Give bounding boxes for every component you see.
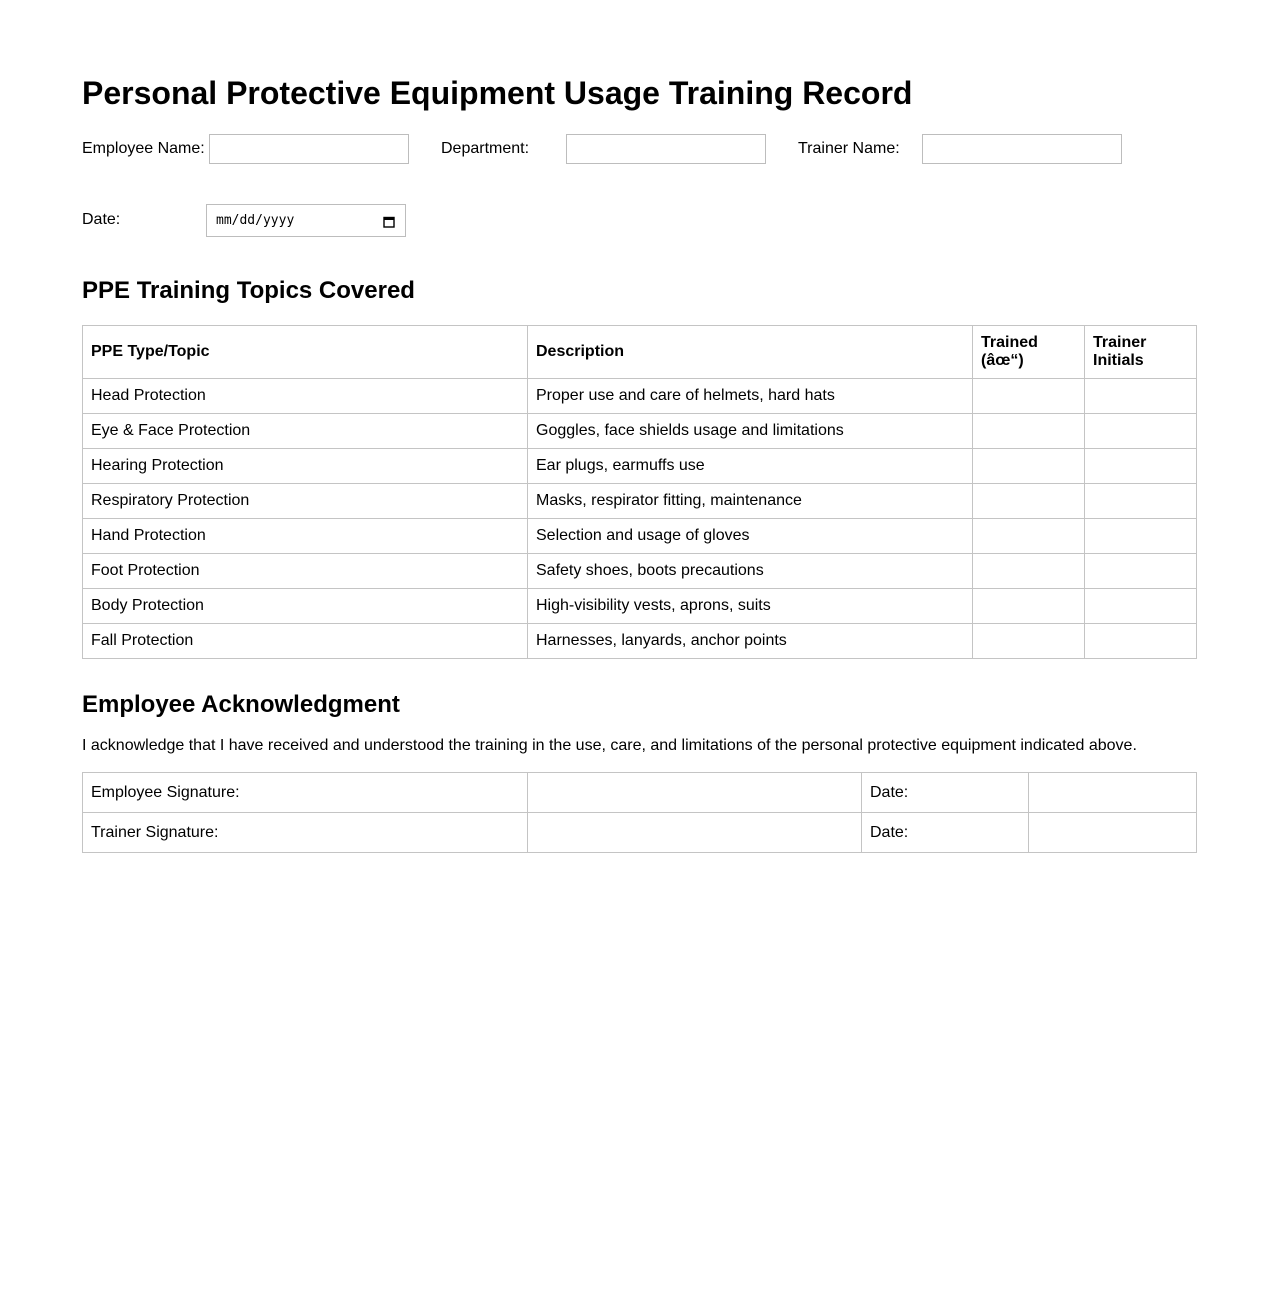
initials-cell[interactable] xyxy=(1085,484,1197,519)
table-row xyxy=(83,589,1197,624)
department-label: Department: xyxy=(441,140,530,157)
acknowledgment-statement: I acknowledge that I have received and understood the training in the use, care, and limitations of the personal protective equipment indicated above. xyxy=(82,737,1137,754)
date-label: Date: xyxy=(82,211,121,228)
description-cell: Safety shoes, boots precautions xyxy=(528,554,973,589)
column-header-trainer-initials: Trainer Initials xyxy=(1085,326,1197,379)
department-input[interactable] xyxy=(566,134,766,164)
date-placeholder: mm/dd/yyyy xyxy=(216,213,295,228)
trained-cell[interactable] xyxy=(973,519,1085,554)
initials-cell[interactable] xyxy=(1085,624,1197,659)
employee-name-label: Employee Name: xyxy=(82,140,205,157)
table-row xyxy=(83,449,1197,484)
employee-name-input[interactable] xyxy=(209,134,409,164)
page-title: Personal Protective Equipment Usage Training Record xyxy=(82,75,913,111)
ppe-topics-table xyxy=(82,325,1197,659)
table-row xyxy=(83,519,1197,554)
trainer-date-field[interactable] xyxy=(1029,813,1197,853)
description-cell: Selection and usage of gloves xyxy=(528,519,973,554)
employee-signature-row xyxy=(83,773,1197,813)
topic-cell: Body Protection xyxy=(83,589,528,624)
table-row xyxy=(83,379,1197,414)
date-input[interactable] xyxy=(206,204,406,237)
signature-table xyxy=(82,772,1197,853)
topic-cell: Foot Protection xyxy=(83,554,528,589)
trainer-signature-label: Trainer Signature: xyxy=(83,813,528,853)
topic-cell: Head Protection xyxy=(83,379,528,414)
trained-cell[interactable] xyxy=(973,589,1085,624)
topic-cell: Hearing Protection xyxy=(83,449,528,484)
description-cell: Masks, respirator fitting, maintenance xyxy=(528,484,973,519)
employee-date-label: Date: xyxy=(862,773,1029,813)
column-header-trained: Trained (âœ“) xyxy=(973,326,1085,379)
acknowledgment-heading: Employee Acknowledgment xyxy=(82,691,400,718)
table-row xyxy=(83,554,1197,589)
table-header-row xyxy=(83,326,1197,379)
topic-cell: Eye & Face Protection xyxy=(83,414,528,449)
employee-signature-field[interactable] xyxy=(528,773,862,813)
employee-date-field[interactable] xyxy=(1029,773,1197,813)
description-cell: Ear plugs, earmuffs use xyxy=(528,449,973,484)
trained-cell[interactable] xyxy=(973,624,1085,659)
initials-cell[interactable] xyxy=(1085,449,1197,484)
description-cell: Harnesses, lanyards, anchor points xyxy=(528,624,973,659)
description-cell: Goggles, face shields usage and limitations xyxy=(528,414,973,449)
topic-cell: Respiratory Protection xyxy=(83,484,528,519)
trained-cell[interactable] xyxy=(973,379,1085,414)
trained-cell[interactable] xyxy=(973,484,1085,519)
description-cell: Proper use and care of helmets, hard hats xyxy=(528,379,973,414)
initials-cell[interactable] xyxy=(1085,519,1197,554)
topic-cell: Fall Protection xyxy=(83,624,528,659)
initials-cell[interactable] xyxy=(1085,414,1197,449)
trainer-signature-field[interactable] xyxy=(528,813,862,853)
column-header-description: Description xyxy=(528,326,973,379)
calendar-icon[interactable] xyxy=(383,215,395,227)
trained-cell[interactable] xyxy=(973,449,1085,484)
trainer-name-input[interactable] xyxy=(922,134,1122,164)
table-row xyxy=(83,484,1197,519)
trainer-signature-row xyxy=(83,813,1197,853)
trainer-date-label: Date: xyxy=(862,813,1029,853)
initials-cell[interactable] xyxy=(1085,379,1197,414)
table-row xyxy=(83,414,1197,449)
initials-cell[interactable] xyxy=(1085,554,1197,589)
topic-cell: Hand Protection xyxy=(83,519,528,554)
initials-cell[interactable] xyxy=(1085,589,1197,624)
description-cell: High-visibility vests, aprons, suits xyxy=(528,589,973,624)
topics-heading: PPE Training Topics Covered xyxy=(82,277,415,304)
trained-cell[interactable] xyxy=(973,414,1085,449)
trainer-name-label: Trainer Name: xyxy=(798,140,900,157)
employee-signature-label: Employee Signature: xyxy=(83,773,528,813)
column-header-topic: PPE Type/Topic xyxy=(83,326,528,379)
trained-cell[interactable] xyxy=(973,554,1085,589)
table-row xyxy=(83,624,1197,659)
